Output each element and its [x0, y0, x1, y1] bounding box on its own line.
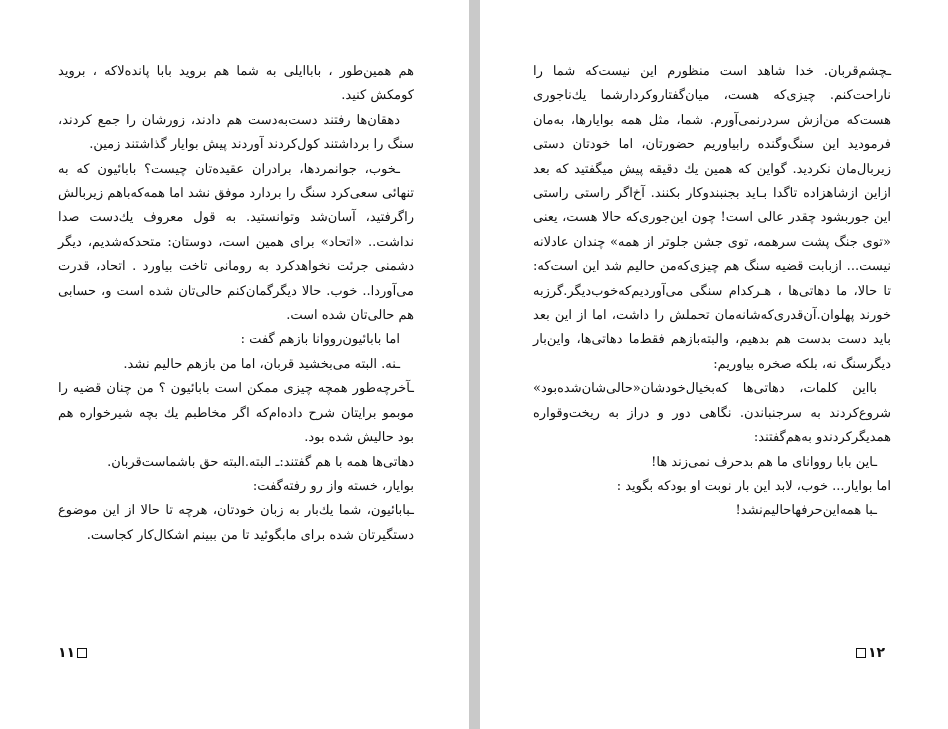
paragraph: ـبابائیون، شما یك‌بار به زبان خودتان، هرچه تا حالا از این موضوع دستگیرتان شده برای مابگوئید تا من ببینم اشکال‌کار کجاست. [58, 503, 414, 543]
left-page [0, 0, 469, 729]
right-page-text [533, 60, 891, 524]
square-ornament-icon [856, 648, 866, 658]
paragraph: ـبا همه‌این‌حرفهاحالیم‌نشد! [735, 503, 877, 519]
paragraph: دهاتی‌ها همه با هم گفتند:ـ البته.البته حق باشماست‌قربان. [107, 454, 414, 470]
paragraph: ـخوب، جوانمردها، برادران عقیده‌تان چیست؟ بابائیون که به تنهائی سعی‌کرد سنگ را بردارد موفق نشد اما همه‌که‌باهم زیربالش راگرفتید، آسان‌شد وتوانستید. به قول معروف یك‌دست صدا نداشت.. «اتحاد» برای همین است، دوستان: متحدکه‌شدیم، دیگر دشمنی جرئت نخواهدکرد به رومانی تاخت بیاورد . اتحاد، قدرت می‌آوردا.. خوب. حالا دیگرگمان‌کنم حالی‌تان شده است و، حسابی هم حالی‌تان شده است. [58, 161, 414, 324]
right-page [480, 0, 948, 729]
paragraph: بوایار، خسته واز رو رفته‌گفت: [252, 478, 414, 494]
paragraph: ـچشم‌قربان. خدا شاهد است منظورم این نیست‌که شما را ناراحت‌کنم. چیزی‌که هست، میان‌گفتاروکردارشما یك‌ناجوری هست‌که من‌ازش سردرنمی‌آورم. شما، مثل همه بوایارها، به‌مان فرمودید این سنگ‌وگنده رابیاوریم حضورتان، اما خودتان دستی زیربال‌مان نکردید. گواین که همین یك دقیقه پیش میگفتید که بعد ازاین ازشاهزاده تاگدا بـاید بجنبندوکار بکنند. آخ‌اگر راستی راستی این جوربشود چقدر عالی است! چون این‌جوری‌که حالا هست، یعنی «توی جنگ پشت سرهمه، توی جشن جلوتر از همه» چندان عادلانه نیست... ازبابت قضیه سنگ هم چیزی‌که‌من حالیم شد این است‌که: تا حالا، ما دهاتی‌ها ، هـرکدام سنگی می‌آوردیم‌که‌خوب‌دیگر.گرزبه خورند پهلوان.آن‌قدری‌که‌شانه‌مان تحملش را داشت، اما از این بعد باید دست بدست هم بدهیم، والبته‌بازهم فقط‌ما دهاتی‌ها، واین‌بار دیگرسنگ نه، بلکه صخره بیاوریم: [533, 64, 891, 372]
paragraph: بااین کلمات، دهاتی‌ها که‌بخیال‌خودشان«حالی‌شان‌شده‌بود» شروع‌کردند به سرجنباندن. نگاهی دور و دراز به ریخت‌وقواره همدیگرکردندو به‌هم‌گفتند: [533, 381, 891, 446]
paragraph: دهقان‌ها رفتند دست‌به‌دست هم دادند، زورشان را جمع کردند، سنگ را برداشتند کول‌کردند آوردند پیش بوایار گذاشتند زمین. [58, 112, 414, 153]
paragraph: اما بابائیون‌رووانا بازهم گفت : [240, 332, 400, 348]
paragraph: ـاین بابا رووانای ما هم بدحرف نمی‌زند ها! [651, 454, 877, 470]
paragraph: ـنه. البته می‌بخشید قربان، اما من بازهم حالیم نشد. [123, 356, 400, 372]
page-number: ۱۲ [868, 645, 886, 661]
square-ornament-icon [77, 648, 87, 658]
paragraph: ـآخرچه‌طور همچه چیزی ممکن است بابائیون ؟ من چنان قضیه را موبمو برایتان شرح داده‌ام‌که اگر مخاطبم یك بچه شیرخواره هم بود حالیش شده بود. [58, 381, 414, 446]
page-number: ۱۱ [58, 645, 76, 661]
paragraph: هم همین‌طور ، باباایلی به شما هم بروید بابا پانده‌لاکه ، بروید کومکش کنید. [58, 64, 414, 104]
page-number-left [58, 645, 87, 661]
page-number-right [856, 645, 885, 661]
left-page-text [58, 60, 414, 548]
paragraph: اما بوایار... خوب، لابد این بار نوبت او بودکه بگوید : [616, 478, 891, 494]
